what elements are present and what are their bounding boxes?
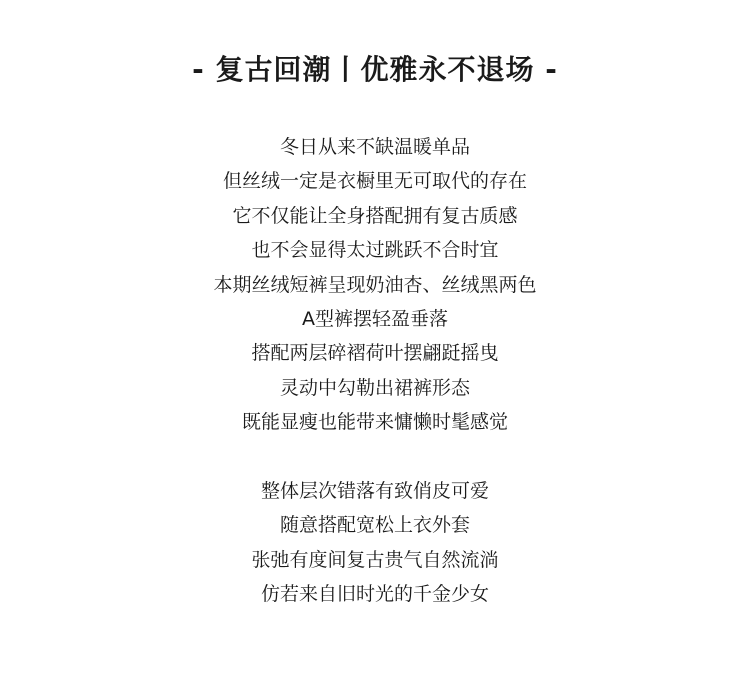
text-line: A型裤摆轻盈垂落	[302, 307, 448, 330]
text-line: 既能显瘦也能带来慵懒时髦感觉	[241, 411, 508, 434]
description-text	[0, 130, 750, 611]
text-line: 整体层次错落有致俏皮可爱	[260, 479, 489, 502]
text-line: 但丝绒一定是衣橱里无可取代的存在	[222, 170, 527, 193]
text-line: 也不会显得太过跳跃不合时宜	[251, 239, 499, 262]
text-line: 冬日从来不缺温暖单品	[279, 136, 470, 158]
text-line: 它不仅能让全身搭配拥有复古质感	[232, 204, 518, 227]
paragraph-gap	[0, 440, 750, 474]
page-title: - 复古回潮丨优雅永不退场 -	[192, 53, 558, 86]
text-line: 随意搭配宽松上衣外套	[279, 514, 470, 537]
text-line: 仿若来自旧时光的千金少女	[260, 583, 489, 606]
text-line: 灵动中勾勒出裙裤形态	[279, 376, 470, 399]
text-line: 本期丝绒短裤呈现奶油杏、丝绒黑两色	[213, 273, 537, 296]
text-line: 搭配两层碎褶荷叶摆翩跹摇曳	[251, 342, 499, 365]
text-line: 张弛有度间复古贵气自然流淌	[251, 548, 499, 571]
